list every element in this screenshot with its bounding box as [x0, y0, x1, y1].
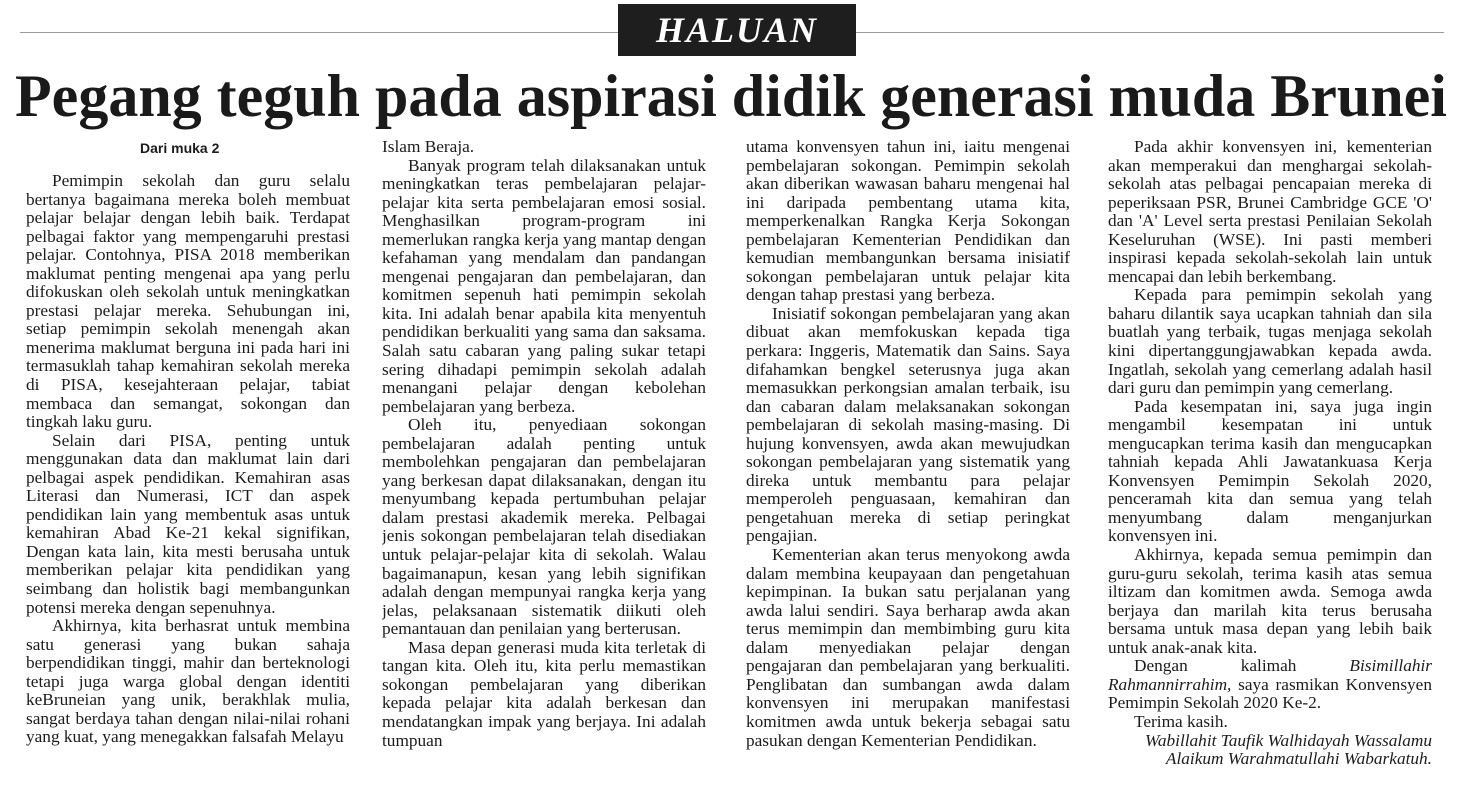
closing-italic: Bisimillahir Rahmannirrahim, — [1108, 656, 1432, 694]
paragraph: Islam Beraja. — [382, 138, 475, 156]
paragraph: Masa depan generasi muda kita terletak di tangan kita. Oleh itu, kita perlu memastikan sokongan pembelajaran yang diberikan kepada pelajar kita adalah berkesan dan mendatangkan impak yang berjaya. Ini adalah tumpuan — [382, 637, 706, 750]
headline: Pegang teguh pada aspirasi didik generasi muda Brunei — [15, 63, 1447, 129]
paragraph: Kepada para pemimpin sekolah yang baharu dilantik saya ucapkan tahniah dan sila buatlah yang terbaik, tugas menjaga sekolah kini dipertanggungjawabkan kepada awda. Ingatlah, sekolah yang cemerlang adalah hasil dari guru dan pemimpin yang cemerlang. — [1108, 285, 1432, 398]
paragraph: Akhirnya, kepada semua pemimpin dan guru-guru sekolah, terima kasih atas semua iltizam dan komitmen awda. Semoga awda berjaya dan marilah kita terus berusaha bersama untuk masa depan yang lebih baik untuk anak-anak kita. — [1108, 545, 1432, 657]
paragraph: Kementerian akan terus menyokong awda dalam membina keupayaan dan pengetahuan kepimpinan. Ia bukan satu perjalanan yang awda lalui sendiri. Saya berharap awda akan terus memimpin dan membimbing guru kita dalam menyediakan pelajar dengan pengajaran dan pembelajaran yang berkualiti. Penglibatan dan sumbangan awda dalam konvensyen ini merupakan manifestasi komitmen awda untuk bekerja sebagai satu pasukan dengan Kementerian Pendidikan. — [746, 545, 1070, 750]
column-4 — [1108, 138, 1432, 810]
column-1 — [26, 138, 350, 810]
paragraph: Oleh itu, penyediaan sokongan pembelajaran adalah penting untuk membolehkan pengajaran dan pembelajaran yang berkesan dapat dilaksanakan, dengan itu menyumbang kepada pertumbuhan pelajar dalam prestasi akademik mereka. Pelbagai jenis sokongan pembelajaran telah disediakan untuk pelajar-pelajar kita di sekolah. Walau bagaimanapun, kesan yang lebih signifikan adalah dengan mempunyai rangka kerja yang jelas, pelaksanaan sistematik diikuti oleh pemantauan dan penilaian yang berterusan. — [382, 415, 706, 639]
byline: Dari muka 2 — [140, 140, 220, 156]
paragraph: Inisiatif sokongan pembelajaran yang akan dibuat akan memfokuskan kepada tiga perkara: Inggeris, Matematik dan Sains. Saya difahamkan bengkel seterusnya juga akan memasukkan perkongsian amalan terbaik, isu dan cabaran dalam melaksanakan sokongan pembelajaran di sekolah masing-masing. Di hujung konvensyen, awda akan mewujudkan sokongan pembelajaran yang sistematik yang direka untuk membantu para pelajar memperoleh penguasaan, kemahiran dan pengetahuan mereka di setiap peringkat pengajian. — [746, 303, 1070, 546]
paragraph: Banyak program telah dilaksanakan untuk meningkatkan teras pembelajaran pelajar-pelajar kita serta pembelajaran emosi sosial. Menghasilkan program-program ini memerlukan rangka kerja yang mantap dengan kefahaman yang mendalam dan pandangan mengenai pengajaran dan pembelajaran, dan komitmen sepenuh hati pemimpin sekolah kita. Ini adalah benar apabila kita menyentuh pendidikan berkualiti yang sama dan saksama. Salah satu cabaran yang paling sukar tetapi sering dihadapi pemimpin sekolah adalah menangani pelajar dengan kebolehan pembelajaran yang berbeza. — [382, 155, 706, 416]
paragraph: Pada kesempatan ini, saya juga ingin mengambil kesempatan ini untuk mengucapkan terima kasih dan mengucapkan tahniah kepada Ahli Jawatankuasa Kerja Konvensyen Pemimpin Sekolah 2020, penceramah kita dan semua yang telah menyumbang dalam menganjurkan konvensyen ini. — [1108, 396, 1432, 546]
section-masthead: HALUAN — [618, 4, 856, 56]
thanks-line: Terima kasih. — [1134, 711, 1228, 731]
salam-line: Wabillahit Taufik Walhidayah Wassalamu Alaikum Warahmatullahi Wabarkatuh. — [1145, 730, 1432, 769]
paragraph: Akhirnya, kita berhasrat untuk membina satu generasi yang bukan sahaja berpendidikan tinggi, mahir dan berteknologi tetapi juga warga global dengan identiti keBruneian yang unik, berakhlak mulia, sangat berdaya tahan dengan nilai-nilai rohani yang kuat, yang menegakkan falsafah Melayu — [26, 616, 350, 747]
closing-pre: Dengan kalimah — [1134, 656, 1297, 676]
closing-paragraph — [1108, 657, 1432, 713]
column-2 — [382, 138, 706, 810]
paragraph: utama konvensyen tahun ini, iaitu mengenai pembelajaran sokongan. Pemimpin sekolah akan diberikan wawasan baharu mengenai hal ini daripada pembentang utama kita, memperkenalkan Rangka Kerja Sokongan pembelajaran Kementerian Pendidikan dan kemudian membangunkan bersama inisiatif sokongan pembelajaran untuk pelajar kita dengan tahap prestasi yang berbeza. — [746, 138, 1070, 305]
closing-post: saya rasmikan Konvensyen Pemimpin Sekolah 2020 Ke-2. — [1108, 674, 1432, 713]
column-3 — [746, 138, 1070, 810]
paragraph: Pada akhir konvensyen ini, kementerian akan memperakui dan menghargai sekolah-sekolah atas pelbagai pencapaian mereka di peperiksaan PSR, Brunei Cambridge GCE 'O' dan 'A' Level serta prestasi Penilaian Sekolah Keseluruhan (WSE). Ini pasti memberi inspirasi kepada sekolah-sekolah lain untuk mencapai dan lebih berkembang. — [1108, 138, 1432, 286]
paragraph: Selain dari PISA, penting untuk menggunakan data dan maklumat lain dari pelbagai aspek pendidikan. Kemahiran asas Literasi dan Numerasi, ICT dan aspek pendidikan lain yang membentuk asas untuk kemahiran Abad Ke-21 kekal signifikan, Dengan kata lain, kita mesti berusaha untuk memberikan pelajar kita pendidikan yang seimbang dan holistik bagi membangunkan potensi mereka dengan sepenuhnya. — [26, 430, 350, 617]
paragraph: Pemimpin sekolah dan guru selalu bertanya bagaimana mereka boleh membuat pelajar belajar dengan lebih baik. Terdapat pelbagai faktor yang mempengaruhi prestasi pelajar. Contohnya, PISA 2018 memberikan maklumat penting mengenai apa yang perlu difokuskan oleh sekolah untuk meningkatkan prestasi pelajar mereka. Sehubungan ini, setiap pemimpin sekolah menengah akan menerima maklumat berguna ini pada hari ini termasuklah tahap kemahiran sekolah mereka di PISA, kesejahteraan pelajar, tabiat membaca dan semangat, sokongan dan tingkah laku guru. — [26, 171, 350, 432]
